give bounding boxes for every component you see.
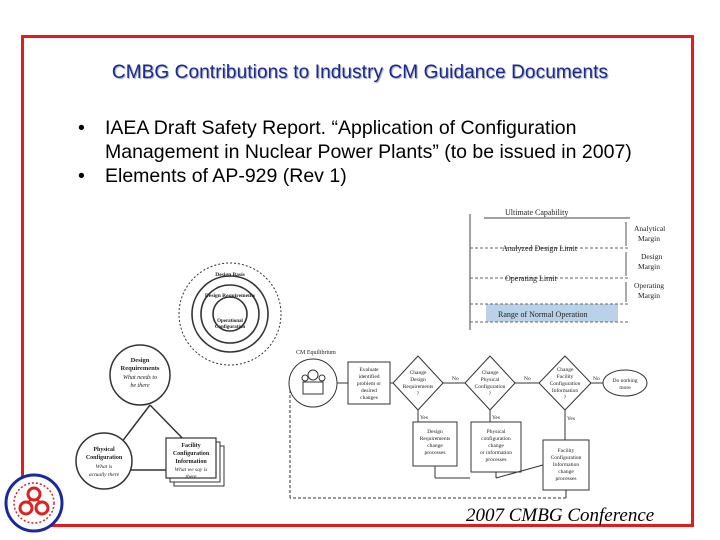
bullet-text: Elements of AP-929 (Rev 1) xyxy=(105,165,347,187)
ring-operational: Operational xyxy=(217,319,243,324)
limit-operating: Operating Limit xyxy=(505,274,557,283)
svg-text:Evaluate: Evaluate xyxy=(359,367,379,373)
bullet-marker: • xyxy=(78,117,85,139)
margins-figure xyxy=(470,208,665,330)
svg-text:Design: Design xyxy=(130,357,150,364)
limit-normal-range: Range of Normal Operation xyxy=(498,310,588,319)
cmbg-logo xyxy=(3,472,65,534)
bullet-text: IAEA Draft Safety Report. “Application of Configuration Management in Nuclear Power Plants” (to be issued in 2007) xyxy=(105,117,632,163)
no-label: No xyxy=(524,376,531,382)
margin-label-operating: Operating xyxy=(634,281,664,290)
svg-text:change: change xyxy=(558,469,574,475)
cm-equilibrium-label: CM Equilibrium xyxy=(296,350,336,356)
svg-text:Configuration: Configuration xyxy=(85,455,123,461)
slide-title: CMBG Contributions to Industry CM Guidance Documents xyxy=(111,62,609,83)
svg-text:?: ? xyxy=(488,391,492,397)
svg-text:Change: Change xyxy=(556,367,574,373)
svg-text:Design: Design xyxy=(427,429,443,435)
svg-text:Configuration: Configuration xyxy=(549,381,581,387)
bullet-marker: • xyxy=(78,165,85,187)
decision-physical-configuration xyxy=(465,356,515,410)
yes-label: Yes xyxy=(492,415,501,421)
svg-text:processes: processes xyxy=(424,450,446,456)
svg-text:Configuration: Configuration xyxy=(172,451,210,457)
cm-triangle-figure xyxy=(76,345,224,489)
svg-text:identified: identified xyxy=(358,374,380,380)
svg-text:Facility: Facility xyxy=(557,448,575,454)
limit-ultimate: Ultimate Capability xyxy=(505,208,569,217)
svg-text:there: there xyxy=(185,474,197,480)
svg-text:Information: Information xyxy=(175,459,207,465)
svg-text:Physical: Physical xyxy=(480,377,500,383)
svg-text:Margin: Margin xyxy=(638,234,660,243)
svg-text:What needs to: What needs to xyxy=(123,375,157,381)
yes-label: Yes xyxy=(420,415,429,421)
svg-text:?: ? xyxy=(416,391,420,397)
svg-text:Configuration: Configuration xyxy=(550,455,582,461)
svg-text:Change: Change xyxy=(409,370,427,376)
svg-text:problem or: problem or xyxy=(356,381,382,387)
svg-text:change: change xyxy=(488,443,504,449)
svg-text:configuration: configuration xyxy=(481,436,511,442)
svg-text:processes: processes xyxy=(555,476,577,482)
svg-text:changes: changes xyxy=(360,395,378,401)
ring-design-requirements: Design Requirements xyxy=(204,293,256,299)
svg-text:Do nothing: Do nothing xyxy=(612,378,638,384)
svg-text:Change: Change xyxy=(481,370,499,376)
svg-text:Information: Information xyxy=(551,388,579,394)
no-label: No xyxy=(593,376,600,382)
svg-text:Configuration: Configuration xyxy=(214,325,246,330)
svg-text:Margin: Margin xyxy=(638,262,660,271)
decision-design-requirements xyxy=(393,356,443,410)
svg-text:Requirements: Requirements xyxy=(402,384,434,390)
ring-design-basis: Design Basis xyxy=(215,272,245,278)
svg-text:change: change xyxy=(427,443,443,449)
svg-text:Physical: Physical xyxy=(93,447,115,453)
physical-configuration-node xyxy=(76,433,132,489)
svg-text:What is: What is xyxy=(95,464,113,470)
svg-text:What we say is: What we say is xyxy=(174,467,208,473)
conference-footer: 2007 CMBG Conference xyxy=(466,505,655,526)
svg-text:Requirements: Requirements xyxy=(120,365,160,372)
svg-text:Design: Design xyxy=(410,377,426,383)
svg-text:actually there: actually there xyxy=(88,472,120,478)
svg-text:Facility: Facility xyxy=(556,374,574,380)
svg-text:Physical: Physical xyxy=(486,429,506,435)
svg-text:or information: or information xyxy=(480,450,512,456)
svg-text:be there: be there xyxy=(130,383,150,389)
margin-label-analytical: Analytical xyxy=(634,224,666,233)
svg-text:desired: desired xyxy=(361,388,377,394)
concentric-circles-figure xyxy=(179,263,281,365)
svg-text:Facility: Facility xyxy=(181,443,201,449)
limit-analyzed: Analyzed Design Limit xyxy=(502,244,578,253)
svg-text:?: ? xyxy=(563,395,567,401)
svg-text:Configuration: Configuration xyxy=(474,384,506,390)
svg-text:Information: Information xyxy=(552,462,580,468)
svg-text:more: more xyxy=(619,385,631,391)
margin-label-design: Design xyxy=(641,252,663,261)
no-label: No xyxy=(452,376,459,382)
svg-text:Requirements: Requirements xyxy=(419,436,451,442)
svg-text:Margin: Margin xyxy=(638,291,660,300)
yes-label: Yes xyxy=(567,416,576,422)
svg-text:processes: processes xyxy=(485,457,507,463)
